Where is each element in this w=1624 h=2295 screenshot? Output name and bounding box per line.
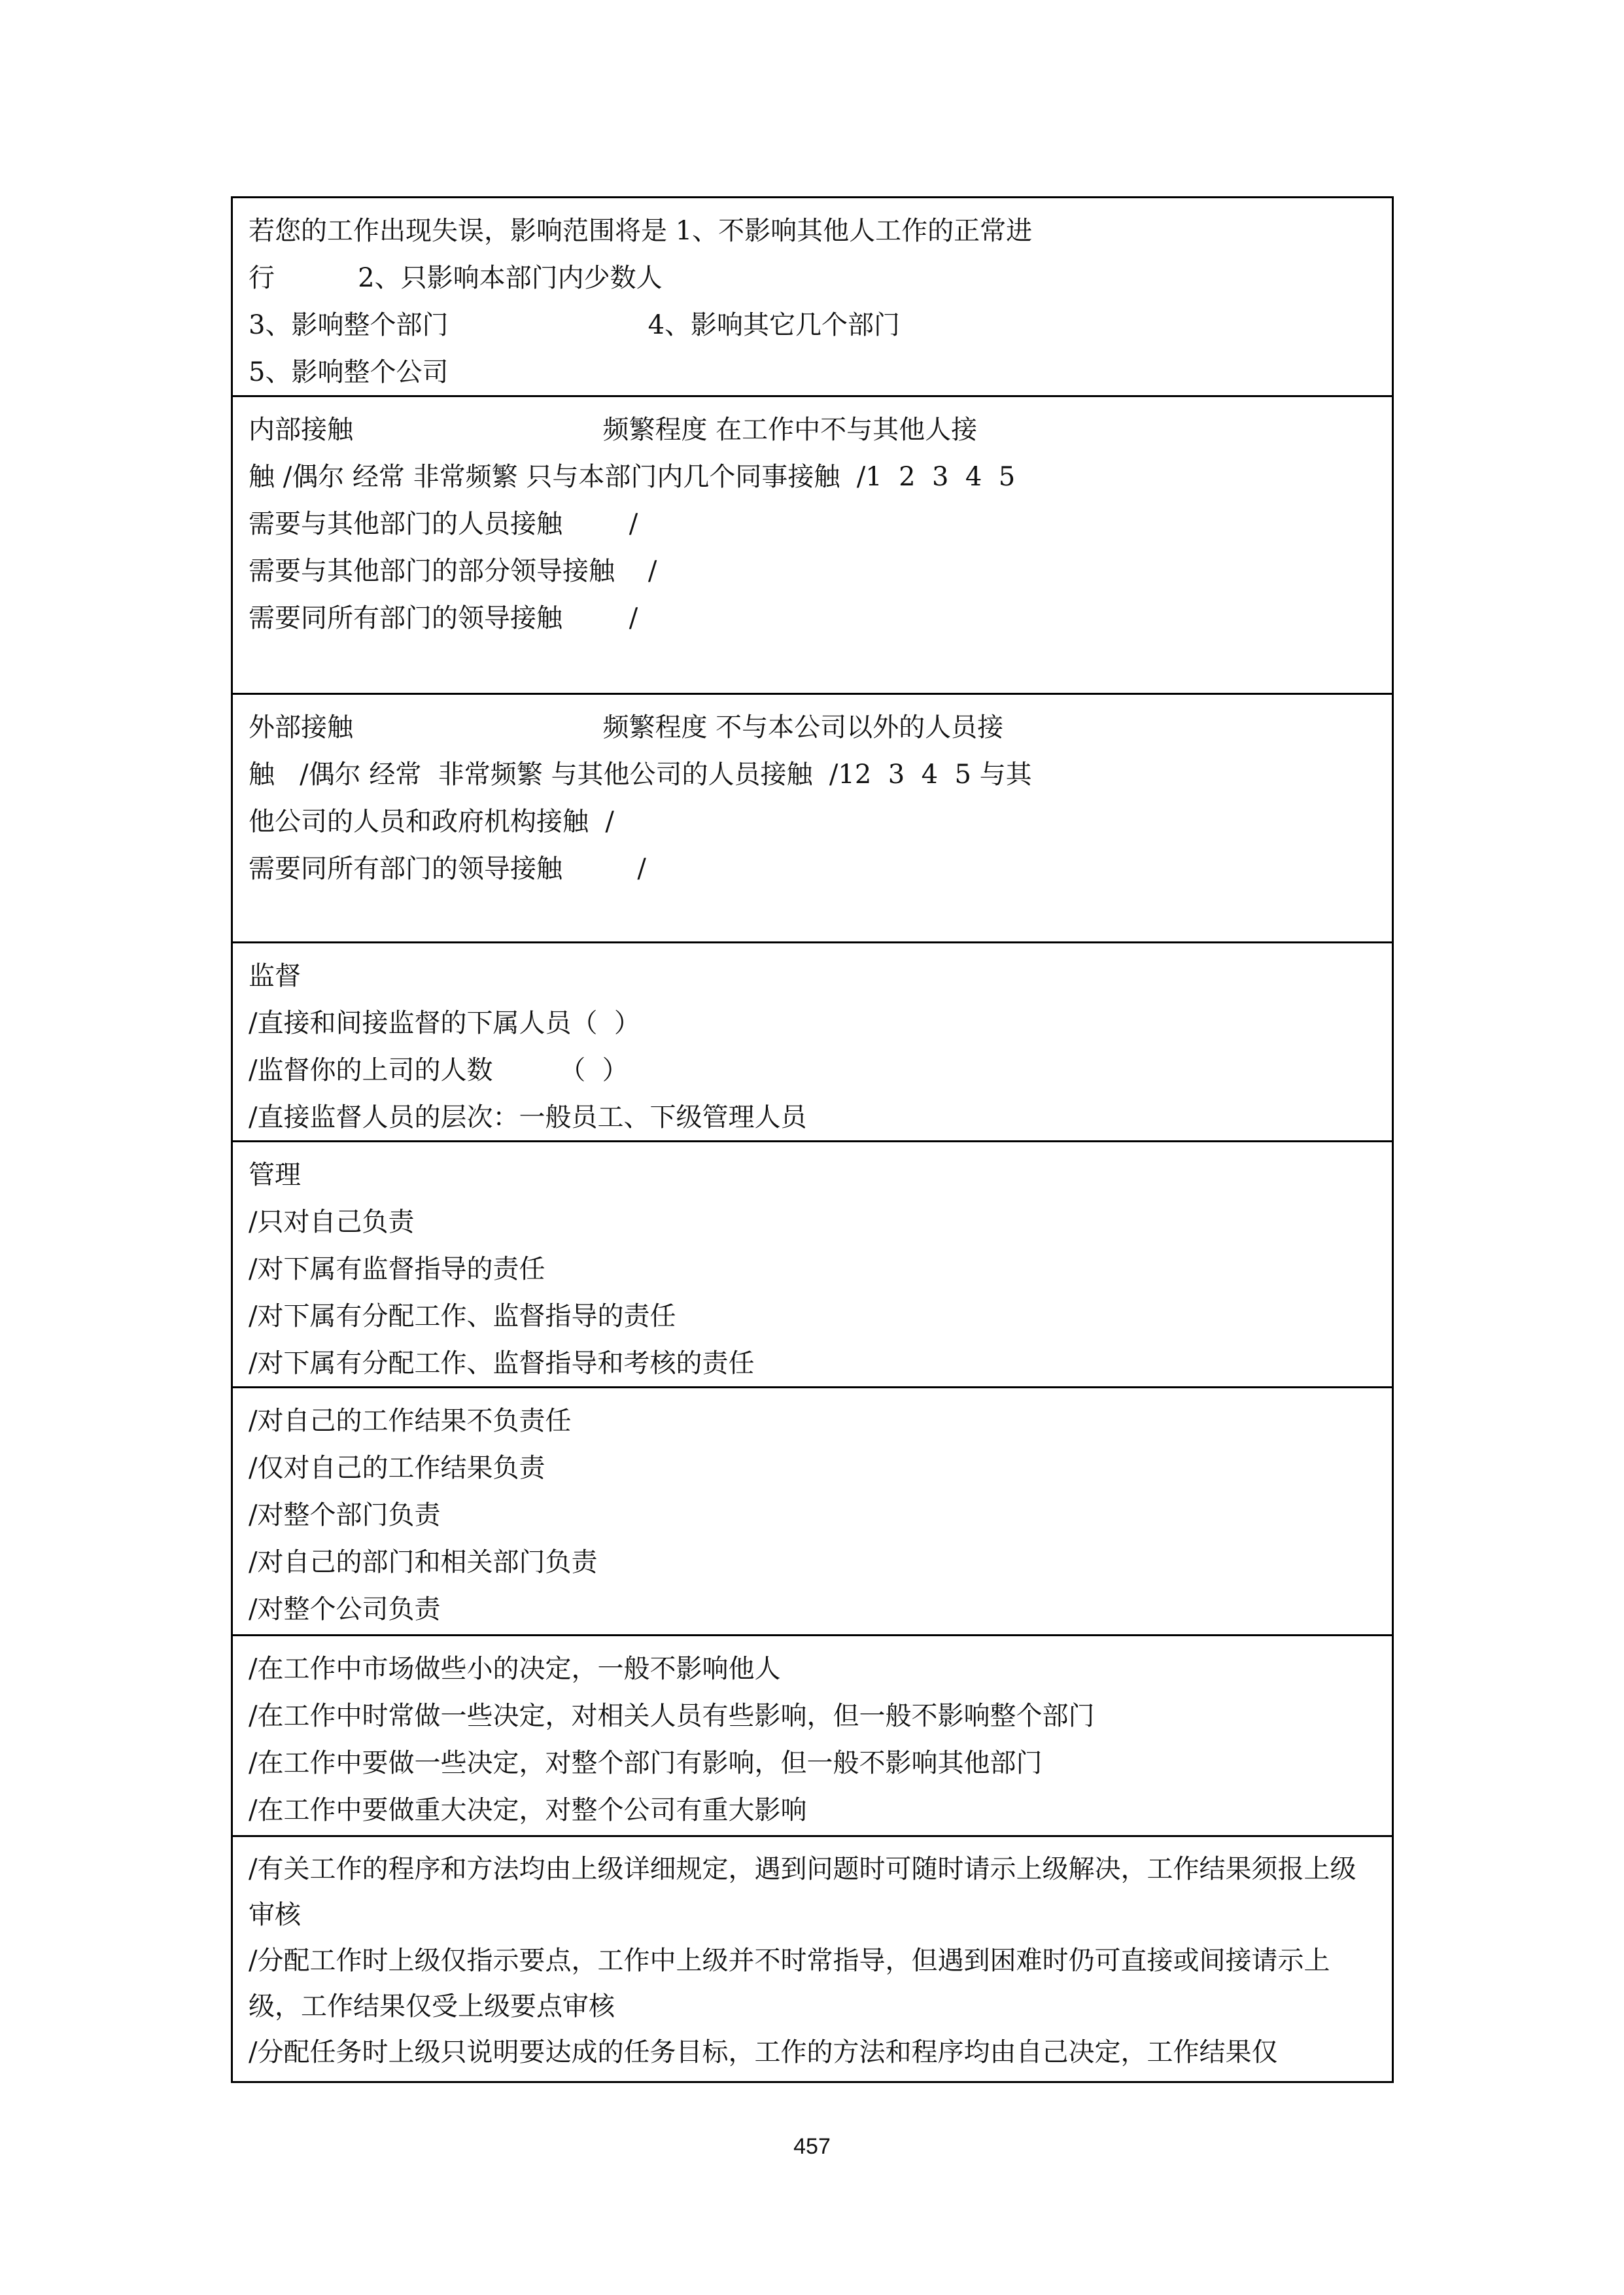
supervision-title: 监督 — [249, 961, 301, 991]
external-contact-line: 他公司的人员和政府机构接触 / — [249, 807, 614, 837]
decision-option: /在工作中时常做一些决定，对相关人员有些影响，但一般不影响整个部门 — [249, 1701, 1095, 1731]
responsibility-option: /仅对自己的工作结果负责 — [249, 1453, 545, 1483]
management-option: /对下属有分配工作、监督指导的责任 — [249, 1301, 676, 1331]
impact-line: 若您的工作出现失误，影响范围将是 1、不影响其他人工作的正常进 — [249, 216, 1033, 246]
impact-line: 5、影响整个公司 — [249, 357, 449, 387]
management-title: 管理 — [249, 1160, 301, 1190]
supervision-cell — [233, 943, 1392, 1142]
management-option: /只对自己负责 — [249, 1207, 415, 1237]
decision-cell — [233, 1636, 1392, 1837]
supervision-option: /监督你的上司的人数 （ ） — [249, 1055, 629, 1085]
impact-cell — [233, 198, 1392, 397]
responsibility-option: /对整个部门负责 — [249, 1500, 441, 1530]
management-option: /对下属有监督指导的责任 — [249, 1254, 545, 1284]
autonomy-option: /有关工作的程序和方法均由上级详细规定，遇到问题时可随时请示上级解决，工作结果须报上级审核 — [249, 1854, 1356, 1930]
internal-contact-line: 内部接触 频繁程度 在工作中不与其他人接 — [249, 415, 978, 445]
management-cell — [233, 1142, 1392, 1388]
supervision-option: /直接和间接监督的下属人员（ ） — [249, 1008, 640, 1038]
decision-option: /在工作中要做重大决定，对整个公司有重大影响 — [249, 1795, 807, 1825]
internal-contact-line: 需要同所有部门的领导接触 / — [249, 603, 638, 633]
page-number: 457 — [793, 2134, 831, 2159]
autonomy-cell — [233, 1837, 1392, 2083]
responsibility-cell — [233, 1388, 1392, 1636]
responsibility-option: /对整个公司负责 — [249, 1594, 441, 1624]
internal-contact-line: 触 /偶尔 经常 非常频繁 只与本部门内几个同事接触 /1 2 3 4 5 — [249, 462, 1016, 492]
internal-contact-cell — [233, 397, 1392, 695]
external-contact-line: 外部接触 频繁程度 不与本公司以外的人员接 — [249, 712, 1004, 743]
management-option: /对下属有分配工作、监督指导和考核的责任 — [249, 1348, 755, 1378]
external-contact-line: 触 /偶尔 经常 非常频繁 与其他公司的人员接触 /12 3 4 5 与其 — [249, 760, 1032, 790]
external-contact-line: 需要同所有部门的领导接触 / — [249, 854, 646, 884]
autonomy-option: /分配任务时上级只说明要达成的任务目标，工作的方法和程序均由自己决定，工作结果仅 — [249, 2037, 1278, 2067]
internal-contact-line: 需要与其他部门的人员接触 / — [249, 509, 638, 539]
questionnaire-table — [231, 196, 1394, 2083]
responsibility-option: /对自己的部门和相关部门负责 — [249, 1547, 598, 1577]
supervision-option: /直接监督人员的层次：一般员工、下级管理人员 — [249, 1102, 807, 1132]
impact-line: 3、影响整个部门 4、影响其它几个部门 — [249, 310, 901, 340]
external-contact-cell — [233, 695, 1392, 943]
internal-contact-line: 需要与其他部门的部分领导接触 / — [249, 556, 657, 586]
responsibility-option: /对自己的工作结果不负责任 — [249, 1406, 572, 1436]
autonomy-option: /分配工作时上级仅指示要点，工作中上级并不时常指导，但遇到困难时仍可直接或间接请示上级，工作结果仅受上级要点审核 — [249, 1946, 1330, 2022]
decision-option: /在工作中要做一些决定，对整个部门有影响，但一般不影响其他部门 — [249, 1748, 1043, 1778]
decision-option: /在工作中市场做些小的决定，一般不影响他人 — [249, 1654, 781, 1684]
impact-line: 行 2、只影响本部门内少数人 — [249, 263, 663, 293]
